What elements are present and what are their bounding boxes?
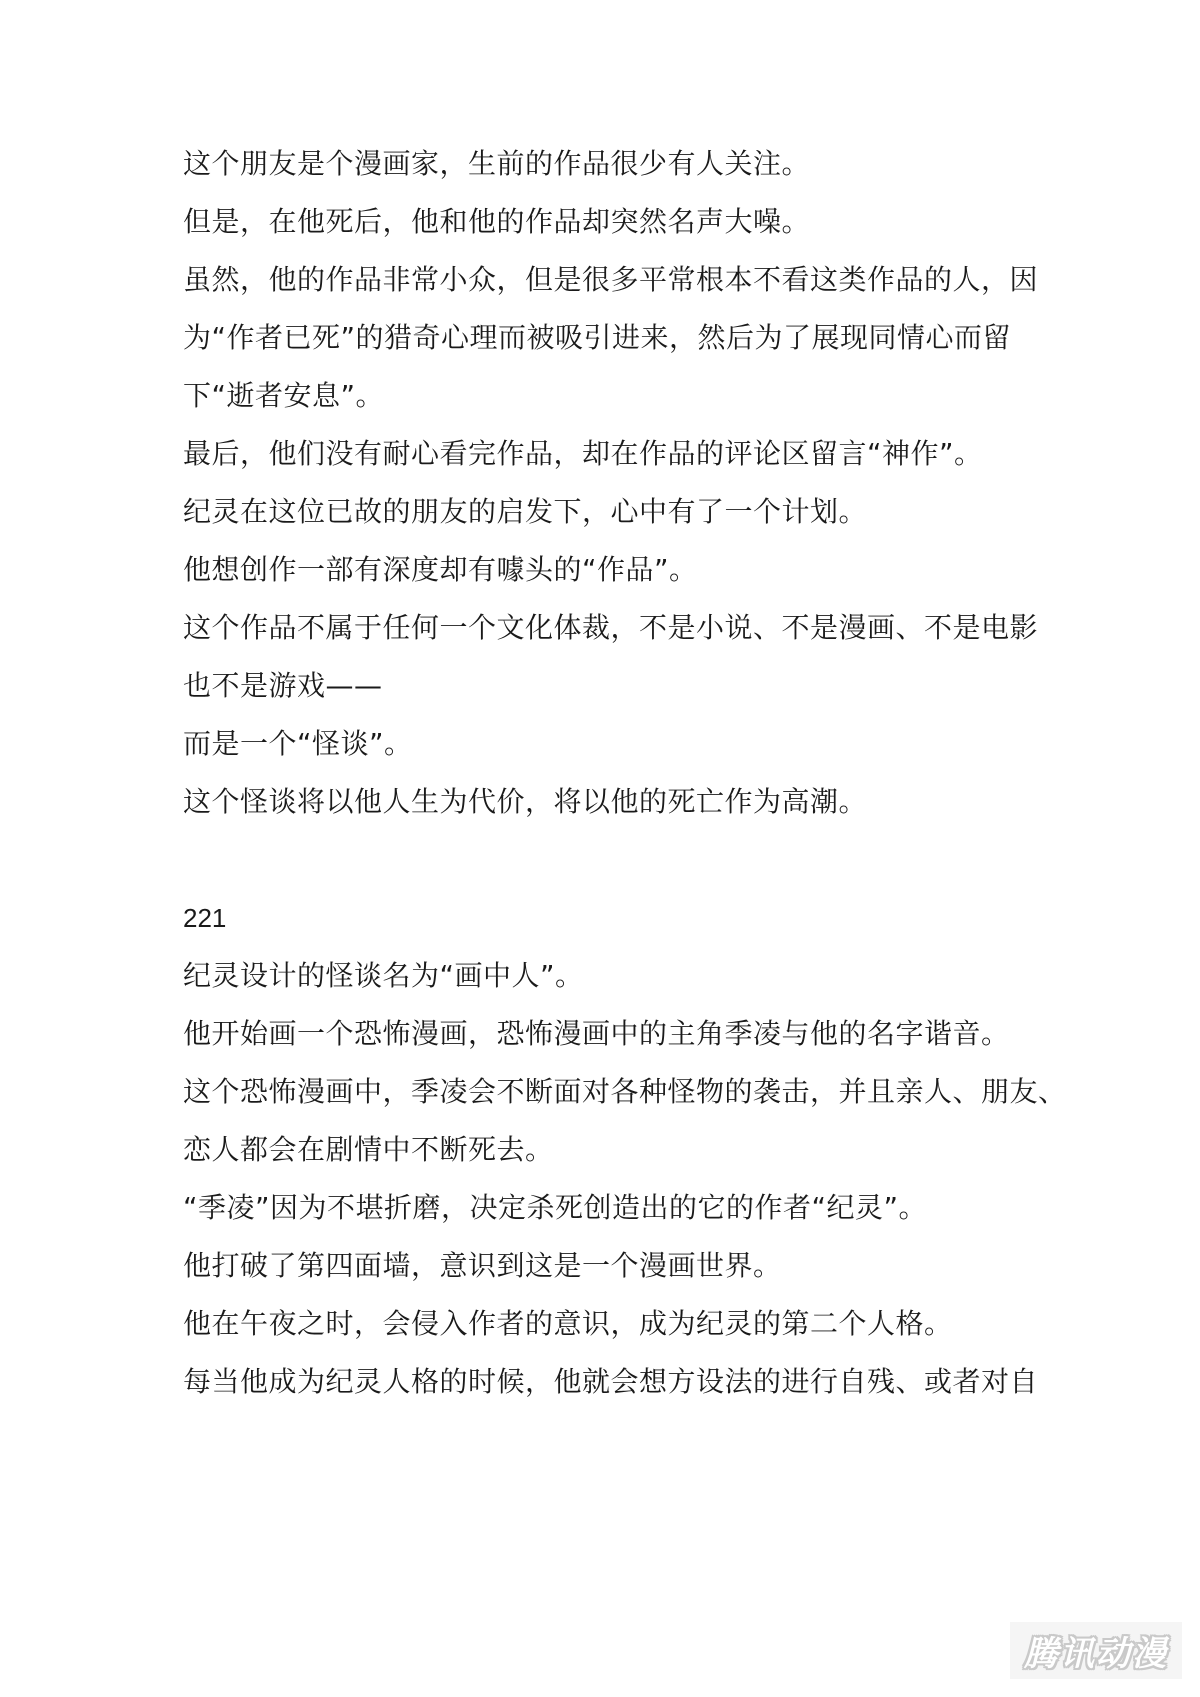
text-line: 这个怪谈将以他人生为代价，将以他的死亡作为高潮。 <box>183 785 868 818</box>
text-line: 他打破了第四面墙，意识到这是一个漫画世界。 <box>183 1249 782 1282</box>
text-line: 他在午夜之时，会侵入作者的意识，成为纪灵的第二个人格。 <box>183 1307 953 1340</box>
text-line: 这个作品不属于任何一个文化体裁，不是小说、不是漫画、不是电影 <box>183 611 1039 644</box>
text-line: 最后，他们没有耐心看完作品，却在作品的评论区留言“神作”。 <box>183 437 983 470</box>
text-line: 这个恐怖漫画中，季凌会不断面对各种怪物的袭击，并且亲人、朋友、 <box>183 1075 1067 1108</box>
watermark-logo: 腾讯动漫 <box>1010 1622 1182 1679</box>
text-line: 而是一个“怪谈”。 <box>183 727 413 760</box>
text-line: 他开始画一个恐怖漫画，恐怖漫画中的主角季凌与他的名字谐音。 <box>183 1017 1010 1050</box>
text-line: 但是，在他死后，他和他的作品却突然名声大噪。 <box>183 205 811 238</box>
text-line: 纪灵设计的怪谈名为“画中人”。 <box>183 959 584 992</box>
text-line: 每当他成为纪灵人格的时候，他就会想方设法的进行自残、或者对自 <box>183 1365 1039 1398</box>
chapter-number: 221 <box>183 903 227 933</box>
text-line: “季凌”因为不堪折磨，决定杀死创造出的它的作者“纪灵”。 <box>183 1191 928 1224</box>
text-line: 也不是游戏—— <box>183 669 383 702</box>
text-line: 为“作者已死”的猎奇心理而被吸引进来，然后为了展现同情心而留 <box>183 321 1012 354</box>
text-line: 下“逝者安息”。 <box>183 379 385 412</box>
text-line: 这个朋友是个漫画家，生前的作品很少有人关注。 <box>183 147 811 180</box>
text-line: 纪灵在这位已故的朋友的启发下，心中有了一个计划。 <box>183 495 868 528</box>
text-line: 虽然，他的作品非常小众，但是很多平常根本不看这类作品的人，因 <box>183 263 1039 296</box>
text-line: 恋人都会在剧情中不断死去。 <box>183 1133 554 1166</box>
text-line: 他想创作一部有深度却有噱头的“作品”。 <box>183 553 698 586</box>
